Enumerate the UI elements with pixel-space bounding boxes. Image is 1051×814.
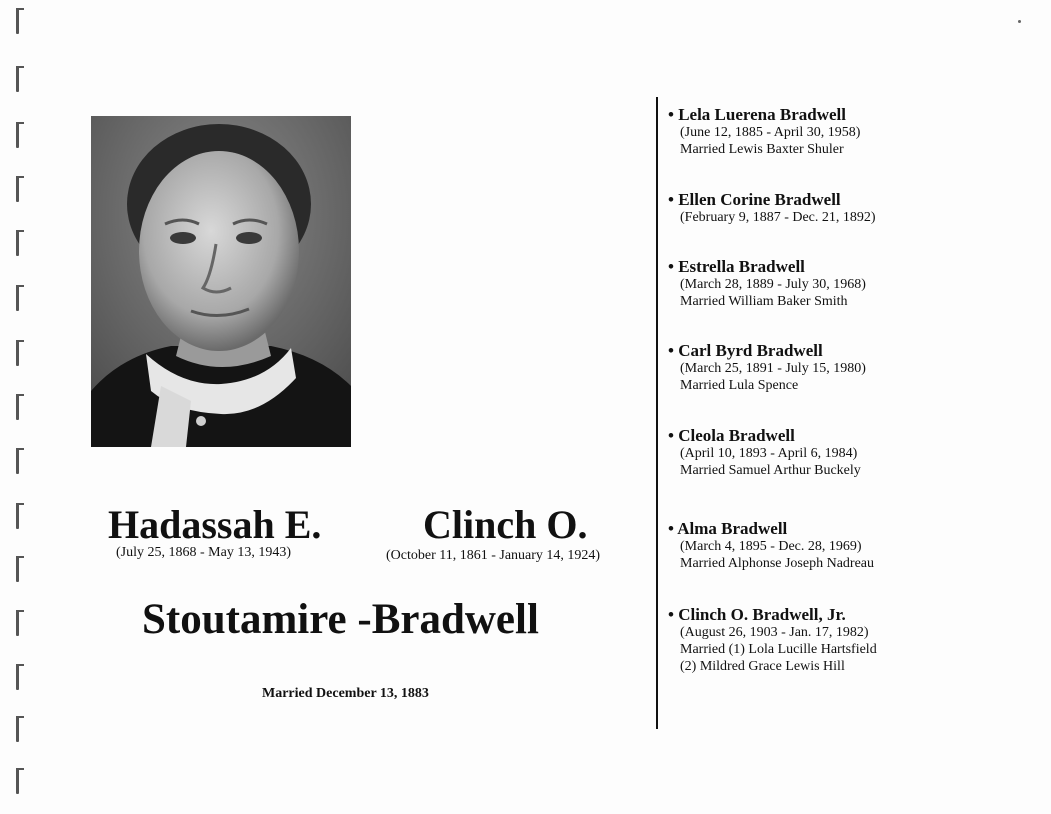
child-entry	[668, 519, 1038, 572]
binding-mark	[16, 285, 19, 311]
child-name: • Lela Luerena Bradwell	[668, 105, 846, 124]
child-name: • Estrella Bradwell	[668, 257, 805, 276]
marriage-date: Married December 13, 1883	[262, 686, 429, 701]
binding-mark	[16, 610, 19, 636]
child-spouse: Married Lula Spence	[680, 378, 799, 393]
child-spouse: Married Lewis Baxter Shuler	[680, 142, 844, 157]
binding-mark	[16, 503, 19, 529]
child-spouse: Married Samuel Arthur Buckely	[680, 463, 861, 478]
child-dates: (June 12, 1885 - April 30, 1958)	[680, 125, 861, 140]
child-dates: (March 28, 1889 - July 30, 1968)	[680, 277, 866, 292]
husband-name: Clinch O.	[423, 502, 588, 547]
child-name: • Carl Byrd Bradwell	[668, 341, 823, 360]
binding-mark	[16, 448, 19, 474]
binding-mark	[16, 340, 19, 366]
child-entry	[668, 426, 1038, 479]
binding-mark	[16, 176, 19, 202]
child-name: • Alma Bradwell	[668, 519, 788, 538]
child-dates: (August 26, 1903 - Jan. 17, 1982)	[680, 625, 869, 640]
binding-mark	[16, 556, 19, 582]
portrait-photo	[91, 116, 351, 447]
child-entry	[668, 190, 1038, 226]
child-dates: (February 9, 1887 - Dec. 21, 1892)	[680, 210, 876, 225]
binding-mark	[16, 8, 19, 34]
spiral-binding	[12, 8, 32, 808]
binding-mark	[16, 664, 19, 690]
child-dates: (March 25, 1891 - July 15, 1980)	[680, 361, 866, 376]
wife-name: Hadassah E.	[108, 502, 322, 547]
child-entry	[668, 105, 1038, 158]
child-name: • Ellen Corine Bradwell	[668, 190, 841, 209]
child-dates: (March 4, 1895 - Dec. 28, 1969)	[680, 539, 862, 554]
family-surname: Stoutamire -Bradwell	[142, 596, 539, 643]
wife-dates: (July 25, 1868 - May 13, 1943)	[116, 545, 291, 560]
husband-dates: (October 11, 1861 - January 14, 1924)	[386, 548, 601, 563]
child-spouse: Married William Baker Smith	[680, 294, 848, 309]
speck	[1018, 20, 1021, 23]
column-divider	[656, 97, 658, 729]
child-name: • Clinch O. Bradwell, Jr.	[668, 605, 846, 624]
child-entry	[668, 257, 1038, 310]
binding-mark	[16, 230, 19, 256]
binding-mark	[16, 716, 19, 742]
child-entry	[668, 605, 1038, 675]
binding-mark	[16, 394, 19, 420]
child-spouse: Married Alphonse Joseph Nadreau	[680, 556, 875, 571]
child-dates: (April 10, 1893 - April 6, 1984)	[680, 446, 858, 461]
child-name: • Cleola Bradwell	[668, 426, 795, 445]
child-spouse: Married (1) Lola Lucille Hartsfield	[680, 642, 877, 657]
portrait-illustration	[91, 116, 351, 447]
child-entry	[668, 341, 1038, 394]
binding-mark	[16, 122, 19, 148]
child-spouse: (2) Mildred Grace Lewis Hill	[680, 659, 845, 674]
binding-mark	[16, 66, 19, 92]
binding-mark	[16, 768, 19, 794]
